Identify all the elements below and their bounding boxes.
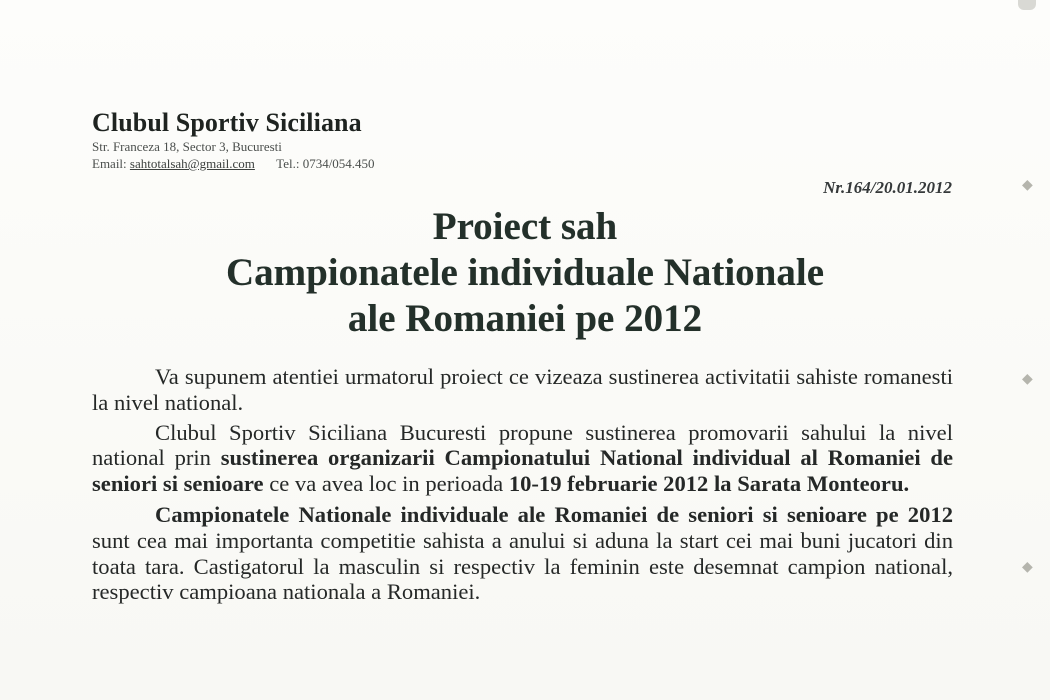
email-label: Email: — [92, 156, 127, 171]
paragraph-2-emphasis-1: sustinerea organizarii Campionatului National individual al Romaniei de seniori si senioare — [92, 445, 953, 497]
scan-corner-mark — [1018, 0, 1036, 10]
paragraph-2 — [92, 420, 953, 497]
contact-line — [92, 156, 612, 172]
club-address: Str. Franceza 18, Sector 3, Bucuresti — [92, 139, 282, 154]
paragraph-3 — [92, 502, 953, 605]
margin-mark: ◆ — [1022, 559, 1033, 575]
paragraph-2-middle: ce va avea loc in perioada — [263, 471, 509, 497]
title-line-1: Proiect sah — [432, 205, 618, 248]
email-link[interactable]: sahtotalsah@gmail.com — [129, 156, 255, 171]
phone-number: 0734/054.450 — [302, 156, 375, 171]
document-title — [0, 204, 1050, 342]
paragraph-2-emphasis-2: 10-19 februarie 2012 la Sarata Monteoru. — [508, 471, 910, 497]
letterhead — [92, 108, 612, 172]
margin-mark: ◆ — [1022, 177, 1033, 193]
paragraph-1: Va supunem atentiei urmatorul proiect ce vizeaza sustinerea activitatii sahiste romanesti la nivel national. — [92, 364, 953, 415]
club-name: Clubul Sportiv Siciliana — [92, 108, 362, 137]
paragraph-3-rest: sunt cea mai importanta competitie sahista a anului si aduna la start cei mai buni jucatori din toata tara. Castigatorul la masculin si respectiv la feminin este desemnat campion national, respectiv campioana nationala a Romaniei. — [92, 527, 953, 605]
document-body — [92, 364, 953, 605]
paragraph-2-intro: Clubul Sportiv Siciliana Bucuresti propune sustinerea promovarii sahului la nivel national prin — [92, 419, 953, 471]
paragraph-3-emphasis: Campionatele Nationale individuale ale Romaniei de seniori si senioare pe 2012 — [155, 501, 953, 527]
title-line-3: ale Romaniei pe 2012 — [347, 297, 703, 340]
margin-mark: ◆ — [1022, 371, 1033, 387]
phone-label: Tel.: — [276, 156, 300, 171]
title-line-2: Campionatele individuale Nationale — [225, 251, 825, 294]
reference-number: Nr.164/20.01.2012 — [823, 178, 952, 197]
